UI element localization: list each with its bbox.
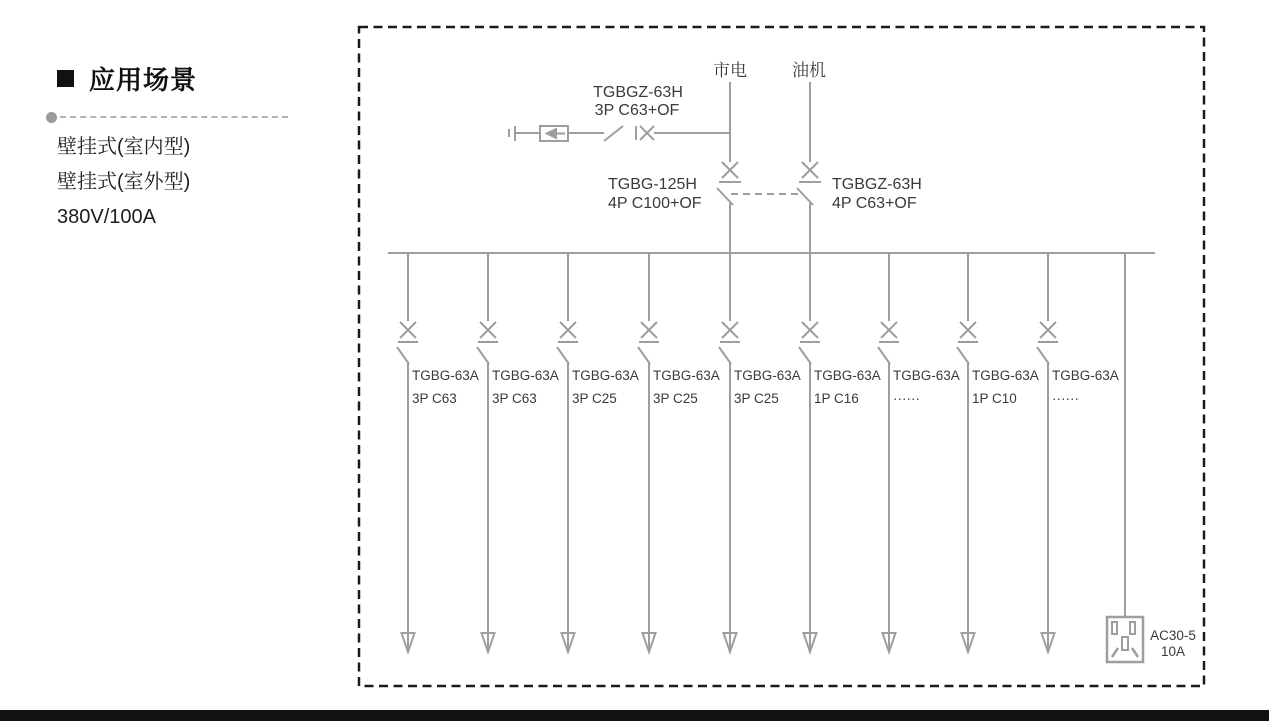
branch-spec: 1P C16 (814, 391, 859, 406)
branch-model: TGBG-63A (814, 368, 881, 383)
branch-spec: 3P C25 (572, 391, 617, 406)
generator-label: 油机 (792, 61, 826, 80)
transfer-right-model: TGBGZ-63H (832, 176, 922, 193)
branch-spec: 3P C63 (492, 391, 537, 406)
branch-model: TGBG-63A (572, 368, 639, 383)
branch-model: TGBG-63A (972, 368, 1039, 383)
application-item: 壁挂式(室内型) (57, 136, 191, 158)
socket-model: AC30-5 (1150, 628, 1196, 643)
branch-model: TGBG-63A (412, 368, 479, 383)
branch-spec: ······ (1052, 391, 1079, 406)
mains-label: 市电 (713, 61, 747, 80)
feeder-branch (957, 253, 1039, 652)
branch-spec: 1P C10 (972, 391, 1017, 406)
feeder-branch (1037, 253, 1119, 652)
feeder-branch (477, 253, 559, 652)
socket-rating: 10A (1160, 644, 1186, 659)
branch-spec: ······ (893, 391, 920, 406)
spd-breaker-symbol (604, 126, 654, 141)
branch-spec: 3P C25 (653, 391, 698, 406)
feeder-branch (638, 253, 720, 652)
branch-model: TGBG-63A (492, 368, 559, 383)
generator-feed (792, 61, 922, 253)
spd-breaker-spec: 3P C63+OF (594, 102, 680, 119)
transfer-left-model: TGBG-125H (608, 176, 697, 193)
branch-spec: 3P C25 (734, 391, 779, 406)
transfer-right-spec: 4P C63+OF (832, 195, 917, 212)
branch-model: TGBG-63A (653, 368, 720, 383)
spd-branch (509, 84, 730, 141)
surge-arrester-icon (540, 126, 568, 141)
application-item: 380V/100A (57, 206, 156, 228)
earth-icon (509, 126, 515, 141)
feeder-branch (397, 253, 479, 652)
feeder-branch (878, 253, 960, 652)
diagram-dashed-border (359, 27, 1204, 686)
transfer-left-spec: 4P C100+OF (608, 195, 702, 212)
socket-branch (1107, 253, 1196, 662)
branch-model: TGBG-63A (734, 368, 801, 383)
section-title: 应用场景 (89, 65, 198, 95)
feeder-branch (557, 253, 639, 652)
branch-model: TGBG-63A (1052, 368, 1119, 383)
feeder-branch (719, 253, 801, 652)
spd-breaker-model: TGBGZ-63H (593, 84, 683, 101)
application-item: 壁挂式(室外型) (57, 171, 191, 193)
bottom-divider-bar (0, 710, 1269, 721)
feeder-branch (799, 253, 881, 652)
socket-icon (1107, 617, 1143, 662)
branch-model: TGBG-63A (893, 368, 960, 383)
branch-spec: 3P C63 (412, 391, 457, 406)
